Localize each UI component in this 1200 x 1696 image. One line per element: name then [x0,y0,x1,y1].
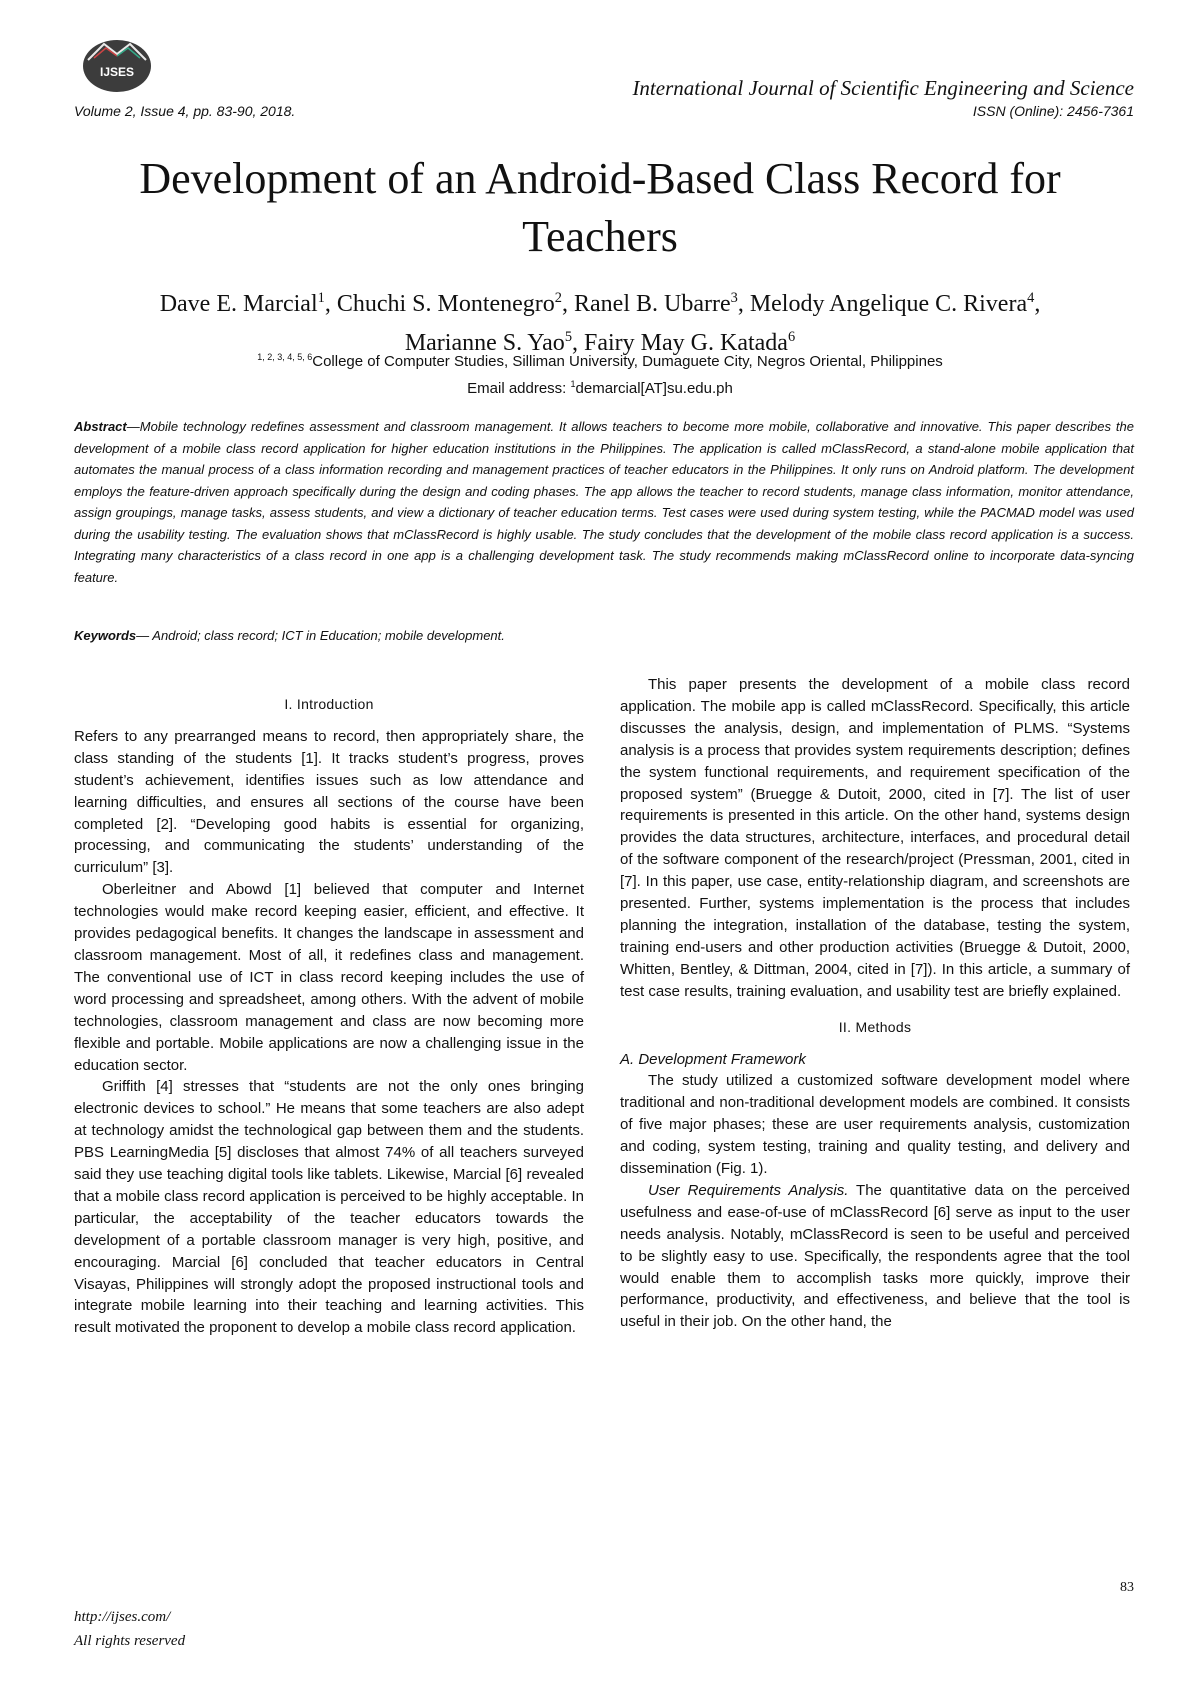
author: Melody Angelique C. Rivera [749,291,1028,317]
section-heading-methods: II. Methods [838,1018,912,1035]
footer [74,1605,185,1653]
abstract-label: Abstract [74,419,127,434]
paragraph: User Requirements Analysis. The quantitative data on the perceived usefulness and ease-of-use of mClassRecord [6] serve as input to the user needs analysis. Notably, mClassRecord is seen to be useful and perceived to be slightly easy to use. Specifically, the respondents agree that the tool would enable them to accomplish tasks more quickly, improve their performance, productivity, and effectiveness, and believe that the tool is useful in their job. On the other hand, the [620,1181,1130,1331]
issn: ISSN (Online): 2456-7361 [972,103,1134,119]
volume-info: Volume 2, Issue 4, pp. 83-90, 2018. [74,103,296,119]
svg-text:IJSES: IJSES [99,65,135,79]
abstract-text: —Mobile technology redefines assessment and classroom management. It allows teachers to become more mobile, collaborative and innovative. This paper describes the development of a mobile class record application for higher education institutions in the Philippines. The application is called mClassRecord, a stand-alone mobile application that automates the manual process of a class information recording and management practices of teacher educators in the Philippines. It only runs on Android platform. The development employs the feature-driven approach specifically during the design and coding phases. The app allows the teacher to record students, manage class information, monitor attendance, assign groupings, manage tasks, assess students, and view a dictionary of teacher education terms. Test cases were used during system testing, while the PACMAD model was used during the usability testing. The evaluation shows that mClassRecord is highly usable. The study concludes that the development of the mobile class record application is a success. Integrating many characteristics of a class record in one app is a challenging development task. The study recommends making mClassRecord online to incorporate data-syncing feature. [74,419,1134,585]
keywords-label: Keywords [74,628,137,643]
paragraph: Refers to any prearranged means to record, then appropriately share, the class standing of the students [1]. It tracks student’s progress, proves student’s achievement, identifies issues such as low attendance and learning difficulties, and ensures all sections of the course have been completed [2]. “Developing good habits is essential for organizing, processing, and communicating the students’ understanding of the curriculum” [3]. [74,727,584,877]
email-address: demarcial[AT]su.edu.ph [575,380,733,397]
paragraph: Griffith [4] stresses that “students are not the only ones bringing electronic devices to school.” He means that some teachers are also adept at technology amidst the technological gap between them and the students. PBS LearningMedia [5] discloses that almost 74% of all teachers surveyed said they use teaching digital tools like tablets. Likewise, Marcial [6] revealed that a mobile class record application is perceived to be highly acceptable. In particular, the acceptability of the teacher educators towards the development of a portable classroom manager is very high, positive, and encouraging. Marcial [6] concluded that teacher educators in Central Visayas, Philippines will strongly adopt the proposed instructional tools and integrate mobile learning into their teaching and learning activities. This result motivated the proponent to develop a mobile class record application. [74,1078,584,1337]
section-heading-introduction: I. Introduction [284,696,374,712]
author: Chuchi S. Montenegro [336,291,555,317]
affiliation: $^{1, 2, 3, 4, 5, 6}$College of Computer Studies, Silliman University, Dumaguete City, Negros Oriental, Philippines Email address: $^1$demarcial[AT]su.edu.ph [60,346,1140,400]
email-line: Email address: $^1$demarcial[AT]su.edu.ph [467,379,733,397]
author: Fairy May G. Katada [584,330,788,356]
author: Dave E. Marcial [159,291,318,317]
journal-name: International Journal of Scientific Engineering and Science [632,76,1134,100]
left-column [74,694,584,1339]
subsection-heading: A. Development Framework [620,1050,806,1068]
paragraph: Oberleitner and Abowd [1] believed that computer and Internet technologies would make record keeping easier, efficient, and effective. It provides pedagogical benefits. It changes the landscape in assessment and classroom management. Most of all, it redefines class and management. The conventional use of ICT in class record keeping includes the use of word processing and spreadsheet, among others. With the advent of mobile technologies, classroom management and class are now becoming more flexible and portable. Mobile applications are now a challenging issue in the education sector. [74,881,584,1074]
abstract [74,416,1134,588]
footer-rights: All rights reserved [74,1633,186,1649]
keywords [74,628,1134,643]
run-in-heading: User Requirements Analysis. [648,1181,849,1199]
paper-title: Development of an Android-Based Class Record for Teachers [139,154,1061,261]
footer-url[interactable]: http://ijses.com/ [74,1609,171,1625]
keywords-text: — Android; class record; ICT in Education; mobile development. [136,628,505,643]
paragraph: The study utilized a customized software development model where traditional and non-traditional development models are combined. It consists of five major phases; these are user requirements analysis, customization and coding, system testing, training and quality testing, and delivery and dissemination (Fig. 1). [620,1072,1130,1178]
page-number: 83 [1120,1580,1134,1595]
author-list: Dave E. Marcial$^1$, Chuchi S. Montenegro$^2$, Ranel B. Ubarre$^3$, Melody Angelique C. Rivera$^4$, Marianne S. Yao$^5$, Fairy May G. Katada$^6$ [159,290,1041,356]
right-column [620,674,1130,1333]
journal-logo [74,24,160,96]
author: Marianne S. Yao [404,330,565,356]
author: Ranel B. Ubarre [574,291,731,317]
paragraph: This paper presents the development of a mobile class record application. The mobile app is called mClassRecord. Specifically, this article discusses the analysis, design, and implementation of PLMS. “Systems analysis is a process that provides system requirements description; defines the system functional requirements, and requirement specification of the proposed system” (Bruegge & Dutoit, 2000, cited in [7]. The list of user requirements is presented in this article. On the other hand, systems design provides the data structures, architecture, interfaces, and procedural detail of the software component of the research/project (Pressman, 2001, cited in [7]. In this paper, use case, entity-relationship diagram, and screenshots are presented. Further, systems implementation is the process that includes planning the integration, installation of the database, testing the system, training end-users and other production activities (Bruegge & Dutoit, 2000, Whitten, Bentley, & Dittman, 2004, cited in [7]). In this article, a summary of test case results, training evaluation, and usability test are briefly explained. [620,676,1130,1000]
